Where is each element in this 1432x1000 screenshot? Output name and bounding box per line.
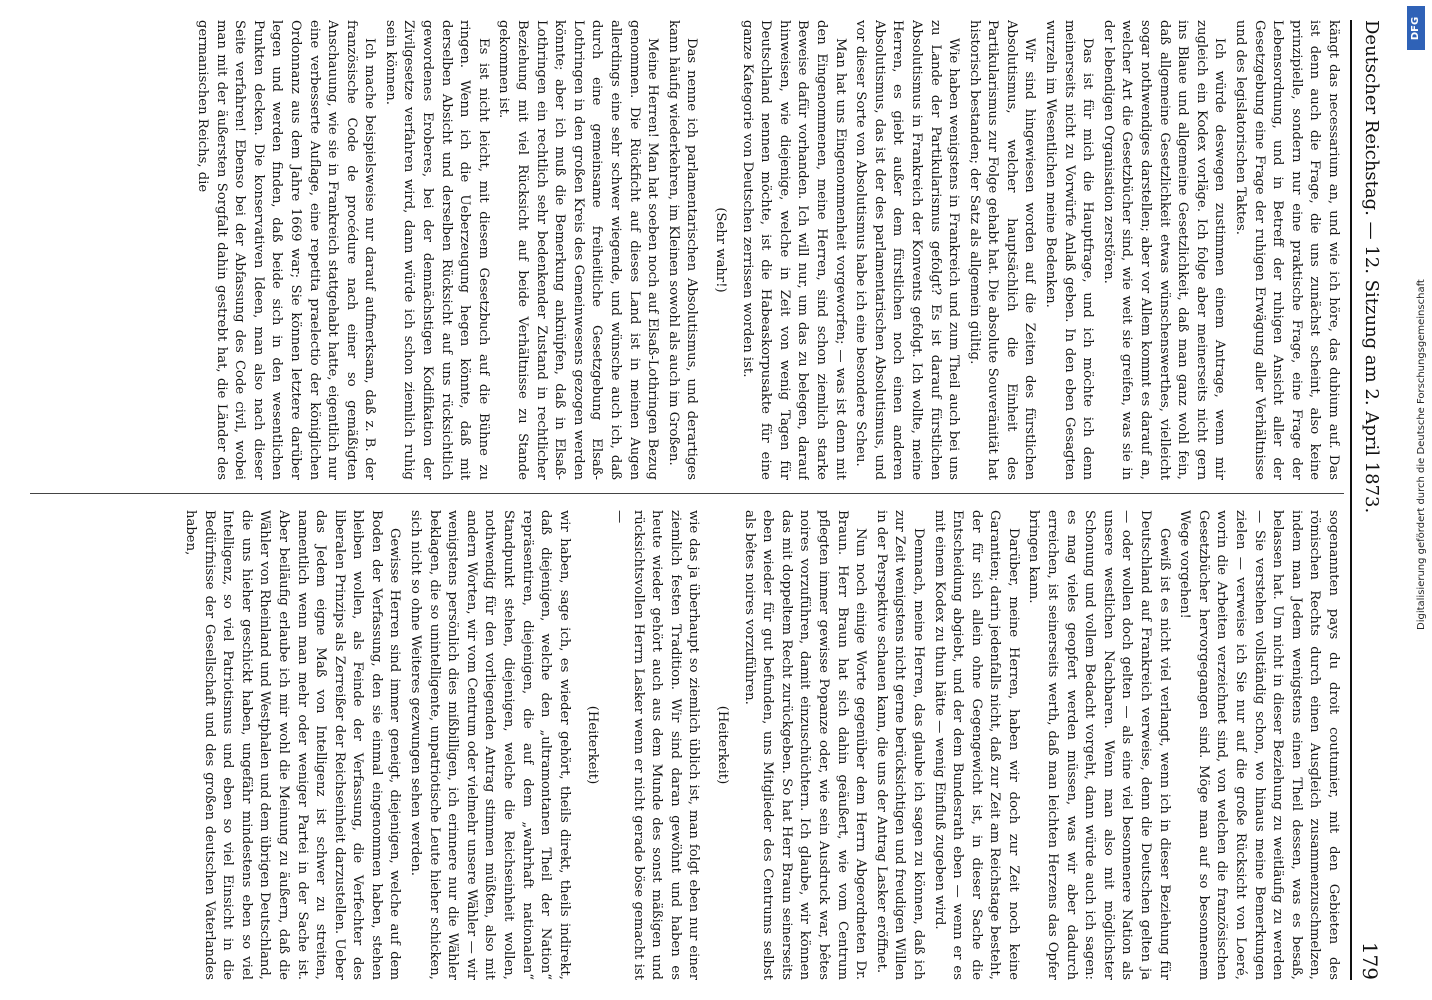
running-head (1356, 20, 1382, 980)
paragraph: wir haben, sage ich, es wieder gehört, theils direkt, theils indirekt, daß diejenigen, welche den „ultramontanen Theil der Nation“ repräsentiren, diejenigen, die auf dem „wahrhaft nationalen“ Standpunkt stehen, diejenigen, welche die Reichseinheit wollen, nothwendig für den vorliegenden Antrag stimmen müßten, also mit andern Worten, wir vom Centrum oder vielmehr unsere Wähler — wir wenigstens persönlich dies mißbilligen, ich erinnere nur die Wähler beklagen, die so unintelligente, unpatriotische Leute hieher schicken, sich nicht so ohne Weiteres gezwungen sehen werden. (408, 510, 572, 980)
interjection: (Sehr wahr!) (713, 207, 728, 293)
header-title: Deutscher Reichstag. — 12. Sitzung am 2. April 1873. (1361, 20, 1382, 514)
paragraph: Demnach, meine Herren, das glaube ich sagen zu können, daß ich zur Zeit wenigstens nicht gerne berücksichtigen und freudigen Willen in der Perspektive schauen kann, die uns der Antrag Lasker eröffnet. (873, 510, 926, 980)
paragraph: Ich mache beispielsweise nur darauf aufmerksam, daß z. B. der französische Code de procédure nach einer so gemäßigten Anschauung, wie sie in Frankreich stattgehabt hatte, eigentlich nur eine verbesserte Auflage, eine repetita praelectio der königlichen Ordonnanz aus dem Jahre 1669 war; Sie können letztere darüber legen und werden finden, daß beide sich in den wesentlichen Punkten decken. Die konservativen Ideen, man also nach dieser Seite verfahren! Ebenso bei der Abfassung des Code civil, wobei man mit der äußersten Sorgfalt dahin gestrebt hat, die Länder des germanischen Reichs, die (194, 20, 378, 480)
header-rule (1350, 20, 1352, 980)
paragraph: Ich würde deswegen zustimmen einem Antrage, wenn mir zugleich ein Kodex vorläge. Ich folge aber meinerseits nicht gern ins Blaue und allgemeine Gesetzlichkeit, daß man ganz wohl fein, daß allgemeine Gesetzlichkeit etwas wünschenswerthes, vielleicht sogar nothwendiges darstellen; aber vor Allem kommt es darauf an, welcher Art die Gesetzbücher sind, wie weit sie greifen, was sie in der lebendigen Organisation zerstören. (1100, 20, 1228, 480)
dfg-credit (1404, 0, 1428, 1000)
paragraph: Das nenne ich parlamentarischen Absolutismus, und derartiges kann häufig wiederkehren, im Kleinen sowohl als auch im Großen. (665, 20, 700, 480)
dfg-credit-text: Digitalisierung gefördert durch die Deutsche Forschungsgemeinschaft (1416, 279, 1427, 630)
interjection: (Heiterkeit) (585, 705, 601, 785)
paragraph: Nun noch einige Worte gegenüber dem Herrn Abgeordneten Dr. Braun. Herr Braun hat sich dahin geäußert, wie vom Centrum pflegten immer gewisse Popanze oder, wie sein Ausdruck war, bêtes noires vorzuführen, damit einzuschüchtern. Ich glaube, wir können das mit doppeltem Recht zurückgeben. So hat Herr Braun seinerseits eben wieder für gut befunden, uns Mitglieder des Centrums selbst als bêtes noires vorzuführen. (741, 510, 869, 980)
paragraph: kängt das necessarium an, und wie ich höre, das dubium auf. Das ist denn auch die Frage, die uns zunächst scheint, also keine prinzipielle, sondern nur eine praktische Frage, eine Frage der Lebensordnung, und in Betreff der ruhigen Ansicht aller der Gesetzgebung eine Frage der ruhigen Erwägung aller Verhältnisse und des legislatorischen Taktes. (1233, 20, 1341, 480)
paragraph: Wie haben wenigstens in Frankreich und zum Theil auch bei uns zu Lande der Partikularismus gefolgt? Es ist darauf fürstlichen Absolutismus in Frankreich der Konvents gefolgt. Ich wollte, meine Herren, es giebt außer dem fürstlichen noch einen anderen Absolutismus, das ist der des parlamentarischen Absolutismus, und vor dieser Sorte von Absolutismus habe ich eine besondere Scheu. (853, 20, 962, 480)
paragraph: Meine Herren! Man hat soeben noch auf Elsaß-Lothringen Bezug genommen. Die Rückficht auf dieses Land ist in meinen Augen allerdings eine sehr schwer wiegende, und wünsche auch ich, daß durch eine gemeinsame freiheitliche Gesetzgebung Elsaß-Lothringen in den großen Kreis des Gemeinwesens gezogen werden könnte; aber ich muß die Bemerkung anknüpfen, daß in Elsaß-Lothringen ein rechtlich sehr bedenkender Zustand in rechtlicher Beziehung mit viel Rücksicht auf beide Verhältnisse zu Stande gekommen ist. (496, 20, 661, 480)
column-divider (30, 493, 1344, 494)
paragraph: Man hat uns Eingenommenheit vorgeworfen; — was ist denn mit den Eingenommenen, meine Herren, sind schon ziemlich starke Beweise dafür vorhanden. Ich will nur, um das zu belegen, darauf hinweisen, wie diejenige, welche in Zeit von wenig Tagen für Deutschland nennen möchte, ist die Habeaskorpusakte für eine ganze Kategorie von Deutschen zerrissen worden ist. (739, 20, 848, 480)
paragraph: wie das ja überhaupt so ziemlich üblich ist, man folgt eben nur einer ziemlich festen Tradition. Wir sind daran gewöhnt und haben es heute wieder gehört auch aus dem Munde des sonst mäßigen und rücksichtsvollen Herrn Lasker wenn er nicht gerade böse gemacht ist — (612, 510, 702, 980)
interjection: (Heiterkeit) (715, 705, 730, 785)
paragraph: Es ist nicht leicht, mit diesem Gesetzbuch auf die Bühne zu ringen. Wenn ich die Ueberzeugung hegen könnte, daß mit derselben Absicht und derselben Rücksicht auf uns rücksichtlich gewordenes Eroberes, bei der demnächstigen Kodifikation der Zivilgesetze verfahren wird, dann würde ich schon ziemlich ruhig sein können. (382, 20, 491, 480)
left-column (30, 20, 1342, 480)
paragraph: Gewiß ist es nicht viel verlangt, wenn ich in dieser Beziehung für Deutschland auf Frankreich verweise, denn die Deutschen gelten ja — oder wollen doch gelten — als eine viel besonnenere Nation als unsere westlichen Nachbaren. Wenn man also mit möglichster Schonung und vollem Bedacht vorgeht, dann würde auch ich sagen: es mag vieles geopfert werden müssen, was wir aber dadurch erreichen, ist seinerseits werth, daß man leichten Herzens das Opfer bringen kann. (1026, 510, 1172, 980)
paragraph: Wir sind hingewiesen worden auf die Zeiten des fürstlichen Absolutismus, welcher hauptsächlich die Einheit des Partikularismus zur Folge gehabt hat. Die absolute Souveränität hat historisch bestanden; der Satz als allgemein gültig. (966, 20, 1038, 480)
paragraph: sogenannten pays du droit coutumier, mit den Gebieten des römischen Rechts durch einen Ausgleich zusammenzuschmelzen, indem man Jedem wenigstens einen Theil dessen, was es besaß, belassen hat. Um nicht in dieser Beziehung zu weitläufig zu werden — Sie verstehen vollständig schon, wo hinaus meine Bemerkungen zielen — verweise ich Sie nur auf die große Rücksicht von Loeré, worin die Arbeiten verzeichnet sind, von welchen die französischen Gesetzbücher hervorgegangen sind. Möge man auf so besonnenem Wege vorgehen! (1177, 510, 1341, 980)
paragraph: Gewisse Herren sind immer geneigt, diejenigen, welche auf dem Boden der Verfassung, den sie einmal eingenommen haben, stehen bleiben wollen, als Feinde der Verfassung, die Verfechter des liberalen Prinzips als Zerreißer der Reichseinheit darzustellen. Ueber das Jedem eigne Maß von Intelligenz ist schwer zu streiten, namentlich wenn man mehr oder weniger Partei in der Sache ist. Aber beiläufig erlaube ich mir wohl die Meinung zu äußern, daß die Wähler von Rheinland und Westphalen und dem übrigen Deutschland, die uns hieher geschickt haben, ungefähr mindestens eben so viel Intelligenz, so viel Patriotismus und eben so viel Einsicht in die Bedürfnisse der Gesellschaft und des großen deutschen Vaterlandes haben, (182, 510, 403, 980)
dfg-logo: DFG (1407, 6, 1425, 50)
paragraph: Darüber, meine Herren, haben wir doch zur Zeit noch keine Garantien; darin jedenfalls nicht, daß zur Zeit am Reichstage besteht, der für sich allein ohne Gegengewicht ist, in dieser Sache die Entscheidung abgiebt, und der dem Bundesrath eben — wenn er es mit einem Kodex zu thun hätte — wenig Einfluß zugeben wird. (931, 510, 1021, 980)
paragraph: Das ist für mich die Hauptfrage, und ich möchte ich denn meinerseits nicht zu Vorwürfe Anlaß geben. In den eben Gesagten wurzeln im Wesentlichen meine Bedenken. (1043, 20, 1096, 480)
page-number: 179 (1358, 941, 1382, 980)
right-column (30, 510, 1342, 980)
